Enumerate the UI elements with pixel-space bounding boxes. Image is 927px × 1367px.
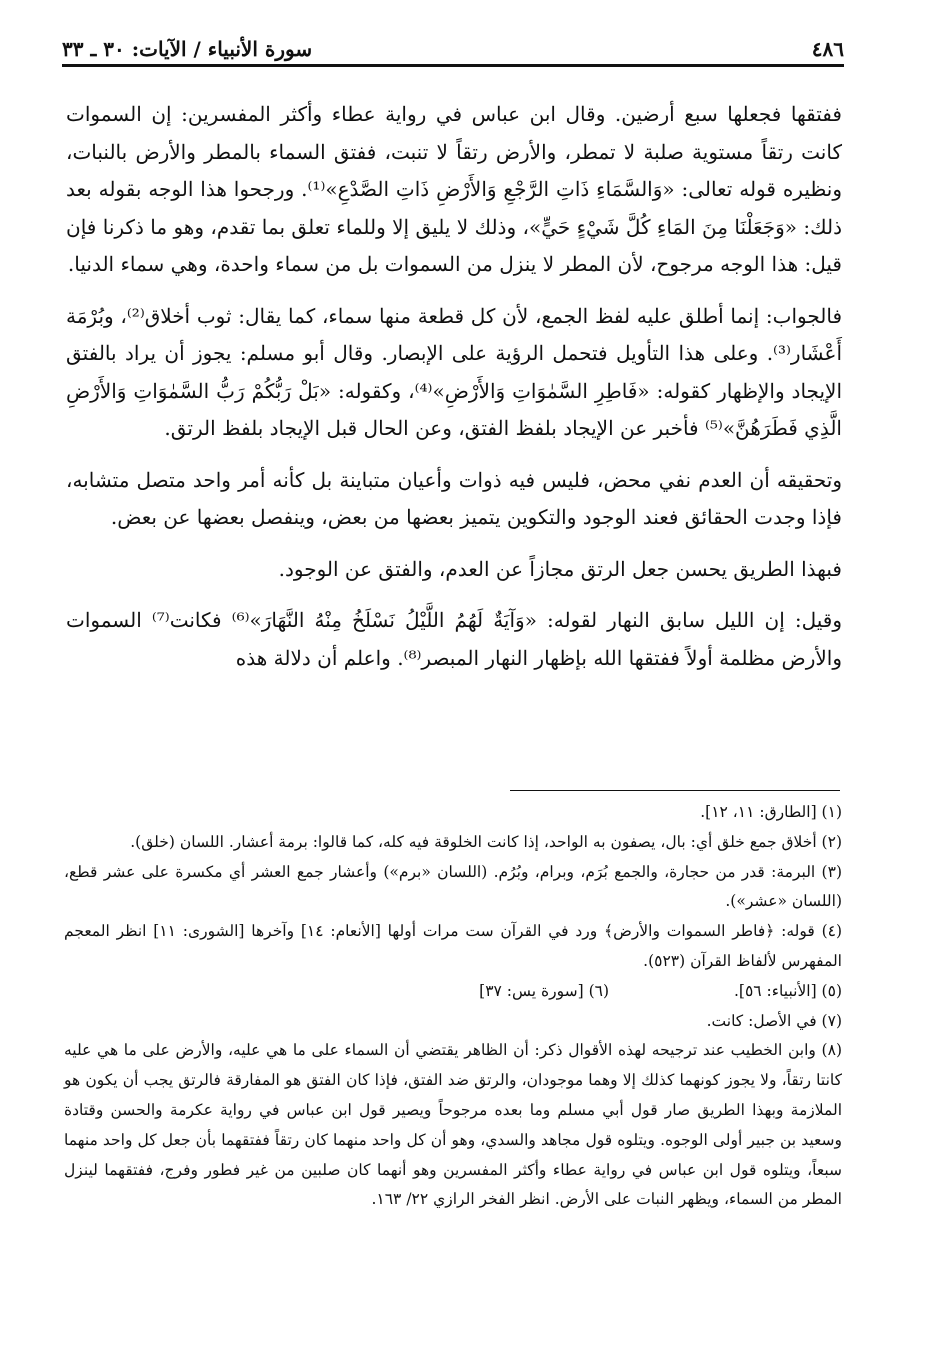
paragraph-4: فبهذا الطريق يحسن جعل الرتق مجازاً عن العدم، والفتق عن الوجود. [278, 556, 842, 581]
footnote-8: (٨) وابن الخطيب عند ترجيحه لهذه الأقوال ذكر: أن الظاهر يقتضي أن السماء على ما هي عليه، والأرض على ما هي عليه كانتا رتقاً، ولا يجوز كونهما كذلك إلا وهما موجودان، والرتق ضد الفتق، فإذا كان الفتق هو المفارقة فالرتق يجب أن يكون هو الملازمة وبهذا الطريق صار قول أبي مسلم وما بعده مرجوحاً ويصير قول ابن عباس في رواية عكرمة والحسن وقتادة وسعيد بن جبير أولى الوجوه. ويتلوه قول مجاهد والسدي، وهو أن كل واحد منهما كان رتقاً ففتقهما بأن جعل كل واحد منهما سبعاً، ويتلوه قول ابن عباس في رواية عطاء وأكثر المفسرين وهو أنهما كان صلبين من غير فطور وفرج، ففتقهما لينزل المطر من السماء، ويظهر النبات على الأرض. انظر الفخر الرازي ٢٢/ ١٦٣. [64, 1041, 842, 1209]
paragraph-3: وتحقيقه أن العدم نفي محض، فليس فيه ذوات وأعيان متباينة بل كأنه أمر واحد متصل متشابه، فإذا وجدت الحقائق فعند الوجود والتكوين يتميز بعضها من بعض، وينفصل بعضها عن بعض. [66, 467, 842, 529]
footnote-rule [510, 790, 840, 791]
footnotes [64, 798, 842, 1215]
paragraph-5: وقيل: إن الليل سابق النهار لقوله: «وَآيَةٌ لَهُمُ اللَّيْلُ نَسْلَخُ مِنْهُ النَّهَارَ»⁽⁶⁾ فكانت⁽⁷⁾ السموات والأرض مظلمة أولاً ففتقها الله بإظهار النهار المبصر⁽⁸⁾. واعلم أن دلالة هذه [66, 608, 842, 670]
footnote-3: (٣) البرمة: قدر من حجارة، والجمع بُرَم، وبرام، وبُرُم. (اللسان «برم») وأعشار جمع العشر أي مكسرة على عشر قطع، (اللسان «عشر»). [64, 862, 842, 911]
footnote-row-5-6 [64, 977, 842, 1007]
footnote-2: (٢) أخلاق جمع خلق أي: بال، يصفون به الواحد، إذا كانت الخلوقة فيه كله، كما قالوا: برمة أعشار. اللسان (خلق). [130, 832, 842, 851]
footnote-5: (٥) [الأنبياء: ٥٦]. [733, 981, 842, 1000]
footnote-7: (٧) في الأصل: كانت. [706, 1011, 842, 1030]
running-title: سورة الأنبياء / الآيات: ٣٠ ـ ٣٣ [62, 37, 313, 61]
footnote-4: (٤) قوله: ﴿فاطر السموات والأرض﴾ ورد في القرآن ست مرات أولها [الأنعام: ١٤] وآخرها [الشورى: ١١] انظر المعجم المفهرس لألفاظ القرآن (٥٢٣). [64, 922, 843, 970]
paragraph-2: فالجواب: إنما أطلق عليه لفظ الجمع، لأن كل قطعة منها سماء، كما يقال: ثوب أخلاق⁽²⁾، وبُرْمَة أَعْشَار⁽³⁾. وعلى هذا التأويل فتحمل الرؤية على الإبصار. وقال أبو مسلم: يجوز أن يراد بالفتق الإيجاد والإظهار كقوله: «فَاطِرِ السَّمٰوَاتِ وَالأَرْضِ»⁽⁴⁾، وكقوله: «بَلْ رَبُّكُمْ رَبُّ السَّمٰوَاتِ وَالأَرْضِ الَّذِي فَطَرَهُنَّ»⁽⁵⁾ فأخبر عن الإيجاد بلفظ الفتق، وعن الحال قبل الإيجاد بلفظ الرتق. [66, 303, 843, 440]
main-text [66, 96, 842, 691]
header-rule [62, 64, 844, 67]
page-header [62, 38, 844, 60]
footnote-6: (٦) [سورة يس: ٣٧] [479, 981, 610, 1000]
paragraph-1: ففتقها فجعلها سبع أرضين. وقال ابن عباس في رواية عطاء وأكثر المفسرين: إن السموات كانت رتقاً مستوية صلبة لا تمطر، والأرض رتقاً لا تنبت، ففتق السماء بالمطر والأرض بالنبات، ونظيره قوله تعالى: «وَالسَّمَاءِ ذَاتِ الرَّجْعِ وَالأَرْضِ ذَاتِ الصَّدْعِ»⁽¹⁾. ورجحوا هذا الوجه بقوله بعد ذلك: «وَجَعَلْنَا مِنَ المَاءِ كُلَّ شَيْءٍ حَيٍّ»، وذلك لا يليق إلا وللماء تعلق بما تقدم، وهو ما ذكرنا فإن قيل: هذا الوجه مرجوح، لأن المطر لا ينزل من السموات بل من سماء واحدة، وهي سماء الدنيا. [66, 102, 842, 276]
page-number: ٤٨٦ [811, 37, 844, 61]
footnote-1: (١) [الطارق: ١١، ١٢]. [700, 803, 842, 821]
